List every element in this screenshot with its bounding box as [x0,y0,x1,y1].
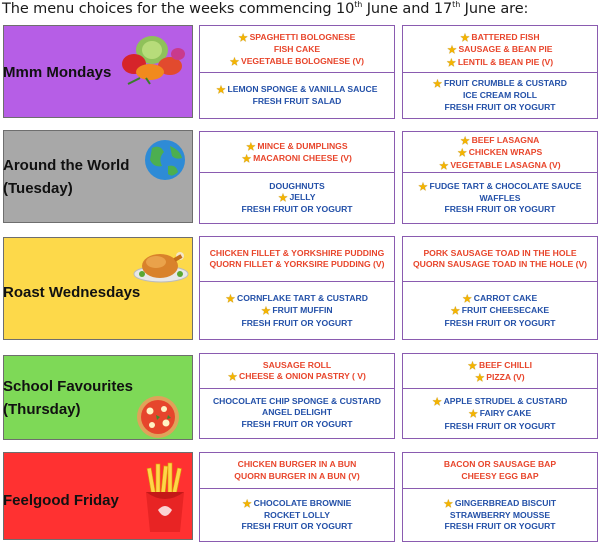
menu-item-text: BATTERED FISH [471,32,540,43]
menu-item-text: CHICKEN BURGER IN A BUN [237,459,357,470]
menu-item [200,305,394,317]
menu-box-week1 [199,236,395,340]
menu-item-text: FRESH FRUIT OR YOGURT [444,521,556,532]
menu-item-text: SPAGHETTI BOLOGNESE [249,32,356,43]
menu-item [403,408,597,420]
day-label [3,489,119,512]
mains-section [200,459,394,481]
menu-item-text: SAUSAGE ROLL [262,359,332,370]
menu-item [403,204,597,215]
menu-item [403,135,597,147]
section-divider [403,172,597,173]
menu-item-text: CARROT CAKE [473,293,538,304]
menu-item [403,360,597,372]
menu-box-week1 [199,131,395,224]
section-divider [403,281,597,282]
desserts-section [403,78,597,113]
menu-item [403,147,597,159]
mains-section [403,360,597,384]
menu-item [200,396,394,407]
menu-item [200,204,394,215]
menu-item-text: BEEF LASAGNA [471,135,540,146]
menu-item [200,56,394,68]
menu-item-text: FRESH FRUIT OR YOGURT [444,317,556,328]
menu-item-text: SAUSAGE & BEAN PIE [458,44,553,55]
menu-item [403,193,597,204]
menu-item-text: CHICKEN FILLET & YORKSHIRE PUDDING [209,247,385,258]
star-icon: ★ [242,154,252,165]
star-icon: ★ [460,136,470,148]
menu-item [403,421,597,432]
desserts-section [200,181,394,216]
menu-item [200,259,394,270]
menu-item-text: WAFFLES [479,192,521,203]
mains-section [200,248,394,270]
vegetables-icon [120,30,188,85]
day-label-line: Feelgood Friday [3,492,119,509]
menu-item [200,181,394,192]
mains-section [403,135,597,172]
star-icon: ★ [439,160,449,172]
star-icon: ★ [468,409,478,421]
pizza-icon [128,395,188,439]
star-icon: ★ [446,57,456,69]
menu-item [403,160,597,172]
menu-item [200,459,394,470]
star-icon: ★ [475,373,485,384]
menu-item-text: CHEESE & ONION PASTRY ( V) [239,371,366,381]
menu-box-week2 [402,25,598,119]
star-icon: ★ [468,360,477,372]
section-divider [200,281,394,282]
star-icon: ★ [433,79,442,91]
menu-item [200,471,394,482]
menu-item-text: VEGETABLE LASAGNA (V) [450,159,561,170]
menu-item-text: CHOCOLATE CHIP SPONGE & CUSTARD [212,396,382,407]
menu-item [200,419,394,430]
section-divider [200,172,394,173]
desserts-section [403,498,597,533]
menu-item-text: ROCKET LOLLY [263,509,331,520]
menu-item-text: FRESH FRUIT OR YOGURT [444,204,556,215]
menu-item [200,498,394,510]
menu-item [403,90,597,101]
star-icon: ★ [278,192,288,204]
menu-item [403,293,597,305]
star-icon: ★ [443,498,453,510]
day-label-line: Around the World [3,157,130,174]
roast-chicken-icon [132,244,190,284]
section-divider [200,72,394,73]
star-icon: ★ [460,33,470,45]
menu-item [200,153,394,165]
menu-item-text: QUORN FILLET & YORKSIRE PUDDING (V) [209,259,385,269]
menu-item-text: FUDGE TART & CHOCOLATE SAUCE [429,180,582,191]
menu-item-text: LEMON SPONGE & VANILLA SAUCE [227,83,378,94]
menu-item-text: PORK SAUSAGE TOAD IN THE HOLE [423,247,577,258]
menu-item-text: FRUIT MUFFIN [272,305,333,316]
mains-section [403,459,597,481]
menu-item-text: CHOCOLATE BROWNIE [253,497,352,508]
menu-item-text: CHEESY EGG BAP [461,470,539,481]
menu-box-week2 [402,353,598,439]
menu-item-text: APPLE STRUDEL & CUSTARD [443,396,568,407]
menu-item [200,360,394,371]
menu-item [403,248,597,259]
section-divider [200,388,394,389]
day-label-line: Roast Wednesdays [3,284,141,301]
desserts-section [403,396,597,432]
menu-item-text: FRESH FRUIT OR YOGURT [241,204,353,215]
desserts-section [200,293,394,329]
menu-item [403,78,597,90]
mains-section [200,141,394,165]
menu-item [200,371,394,383]
menu-item [403,521,597,532]
menu-item [200,32,394,44]
menu-item-text: DOUGHNUTS [269,180,325,191]
menu-item-text: FRUIT CRUMBLE & CUSTARD [443,78,567,89]
menu-item-text: BACON OR SAUSAGE BAP [443,459,557,470]
menu-item [200,96,394,107]
menu-item-text: MACARONI CHEESE (V) [253,153,352,163]
menu-item [403,396,597,408]
star-icon: ★ [457,148,467,160]
day-label [3,375,133,421]
menu-item-text: GINGERBREAD BISCUIT [454,497,557,508]
menu-item-text: FRESH FRUIT SALAD [252,96,342,106]
page-heading: The menu choices for the weeks commencing 10th June and 17th June are: [2,0,529,17]
desserts-section [200,84,394,107]
menu-item-text: CORNFLAKE TART & CUSTARD [237,293,368,304]
menu-item-text: FRUIT CHEESECAKE [461,305,550,316]
mains-section [403,248,597,270]
menu-item-text: ICE CREAM ROLL [463,90,537,101]
menu-item [403,102,597,113]
menu-item [403,510,597,521]
day-label [3,61,111,84]
menu-item-text: PIZZA (V) [486,372,525,382]
menu-item-text: QUORN BURGER IN A BUN (V) [234,470,360,481]
menu-item [403,372,597,384]
menu-item [200,510,394,521]
menu-item-text: VEGETABLE BOLOGNESE (V) [240,55,364,66]
menu-item [200,521,394,532]
section-divider [200,488,394,489]
star-icon: ★ [418,181,428,193]
menu-item-text: ANGEL DELIGHT [261,407,333,418]
fries-icon [140,462,190,534]
menu-item [403,181,597,193]
mains-section [200,360,394,383]
menu-item-text: STRAWBERRY MOUSSE [449,509,551,520]
menu-item [403,44,597,56]
section-divider [403,388,597,389]
menu-item [403,32,597,44]
menu-item [403,259,597,270]
menu-item [403,498,597,510]
menu-item [200,248,394,259]
menu-item [403,305,597,317]
section-divider [403,72,597,73]
mains-section [200,32,394,68]
star-icon: ★ [447,45,457,57]
menu-box-week2 [402,236,598,340]
day-label [3,281,140,304]
menu-item [403,57,597,69]
star-icon: ★ [450,306,460,318]
menu-box-week1 [199,452,395,542]
star-icon: ★ [246,141,256,153]
menu-item [200,407,394,418]
desserts-section [403,293,597,329]
menu-item [403,471,597,482]
desserts-section [200,498,394,533]
day-label-line: (Tuesday) [3,180,73,197]
menu-item-text: BEEF CHILLI [478,359,532,370]
menu-item-text: FISH CAKE [273,44,321,55]
star-icon: ★ [238,33,248,45]
star-icon: ★ [462,294,472,306]
menu-item-text: LENTIL & BEAN PIE (V) [457,56,554,67]
menu-item-text: FRESH FRUIT OR YOGURT [241,418,353,429]
mains-section [403,32,597,69]
globe-icon [140,138,190,183]
menu-item [200,44,394,55]
menu-item [200,141,394,153]
menu-item-text: JELLY [289,191,316,202]
menu-item [200,192,394,204]
day-label-line: Mmm Mondays [3,64,112,81]
menu-item-text: CHICKEN WRAPS [468,147,543,158]
menu-item [200,318,394,329]
menu-item-text: FRESH FRUIT OR YOGURT [444,420,556,431]
star-icon: ★ [226,294,235,306]
menu-item-text: QUORN SAUSAGE TOAD IN THE HOLE (V) [412,259,588,269]
star-icon: ★ [242,498,252,510]
menu-item-text: FRESH FRUIT OR YOGURT [241,317,353,328]
menu-item-text: FRESH FRUIT OR YOGURT [444,101,556,112]
menu-box-week1 [199,25,395,119]
menu-item [200,84,394,96]
day-label-line: School Favourites [3,378,134,395]
menu-item-text: FRESH FRUIT OR YOGURT [241,521,353,532]
desserts-section [200,396,394,430]
menu-box-week2 [402,452,598,542]
menu-box-week2 [402,131,598,224]
star-icon: ★ [228,372,238,383]
menu-item-text: MINCE & DUMPLINGS [257,140,348,151]
star-icon: ★ [230,56,239,68]
star-icon: ★ [216,84,226,96]
menu-item [200,293,394,305]
menu-item-text: FAIRY CAKE [479,408,532,419]
menu-item [403,318,597,329]
day-label-line: (Thursday) [3,401,81,418]
star-icon: ★ [261,306,271,318]
desserts-section [403,181,597,216]
menu-box-week1 [199,353,395,439]
section-divider [403,488,597,489]
star-icon: ★ [432,397,442,409]
menu-item [403,459,597,470]
day-label [3,154,129,200]
